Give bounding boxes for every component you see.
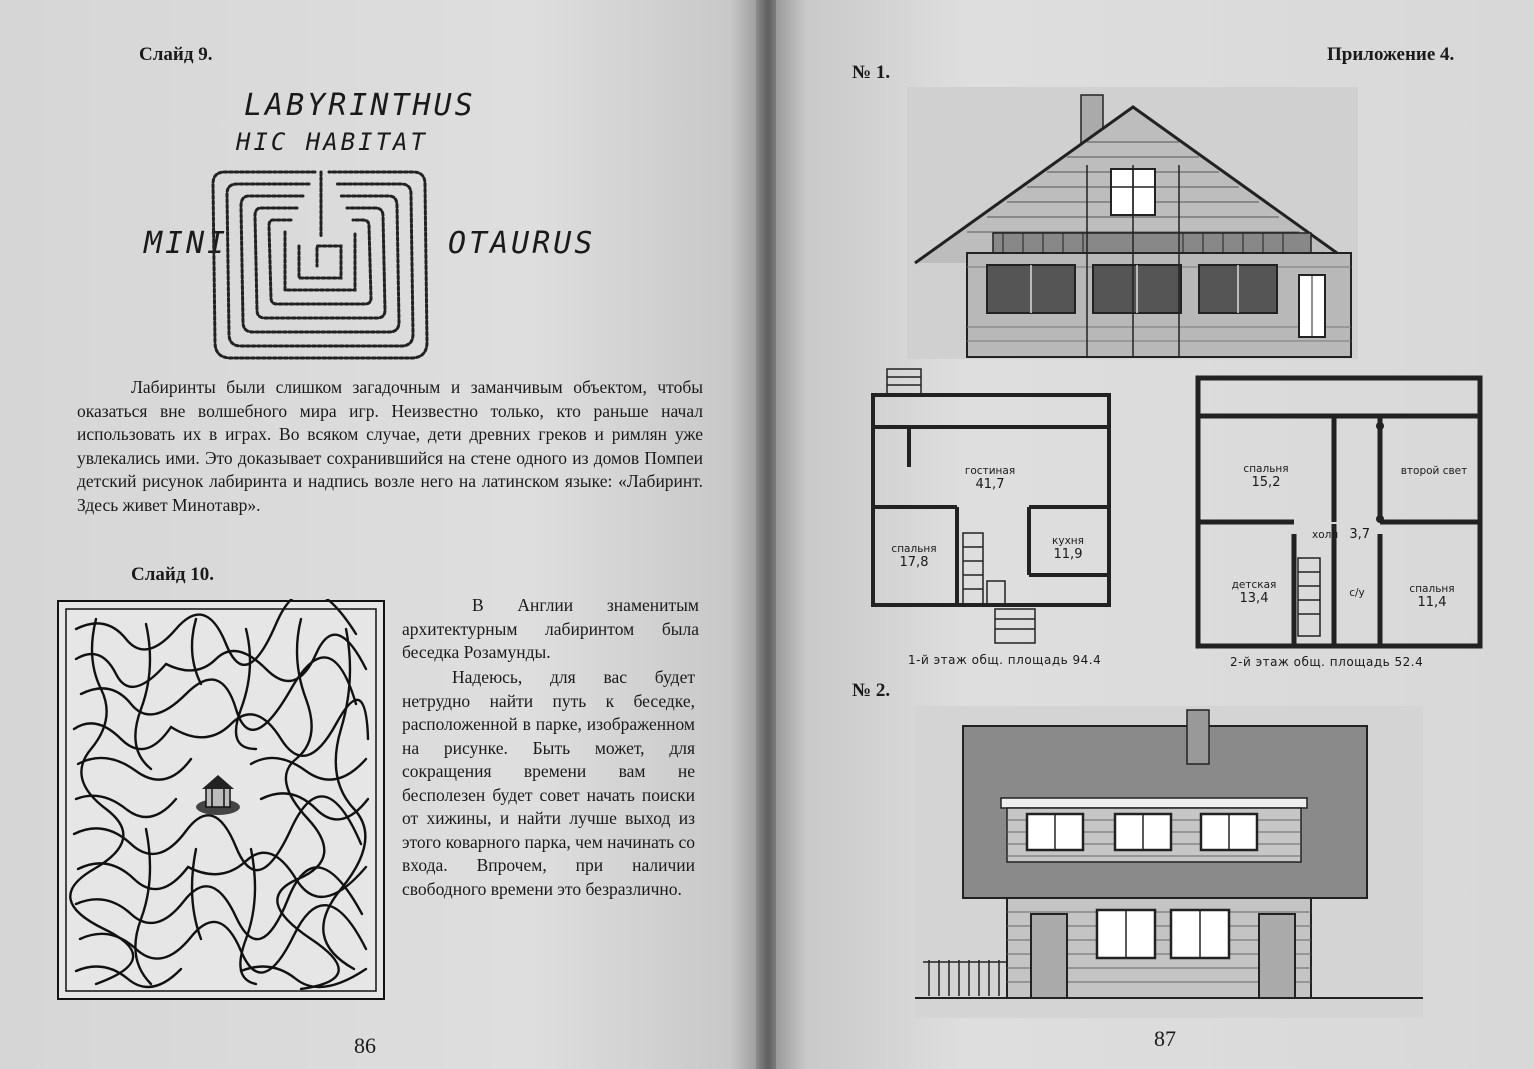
item2-label: № 2.	[852, 680, 891, 701]
plan1-room-kitchen: кухня 11,9	[1052, 535, 1084, 562]
inscription-line2: HIC HABITAT	[236, 128, 428, 156]
slide10-heading: Слайд 10.	[131, 564, 214, 585]
pompeii-labyrinth-drawing	[205, 162, 437, 366]
appendix-heading: Приложение 4.	[1327, 44, 1455, 65]
rosamund-maze-drawing	[56, 599, 386, 1001]
plan1-room-bedroom: спальня 17,8	[891, 543, 937, 570]
paragraph-labyrinths: Лабиринты были слишком загадочным и заманчивым объектом, чтобы оказаться вне волшебного мира игр. Неизвестно только, кто раньше начал использовать их в играх. Во всяком случае, дети древних греков и римлян уже увлекались ими. Это доказывает сохранившийся на стене одного из домов Помпеи детский рисунок лабиринта и надпись возле него на латинском языке: «Лабиринт. Здесь живет Минотавр».	[77, 377, 703, 515]
plan2-room-second-light: второй свет	[1400, 465, 1468, 477]
paragraph-rosamund: В Англии знаменитым архитектурным лабиринтом была беседка Розамунды.	[402, 595, 699, 662]
plan2-room-bathroom: с/у	[1349, 587, 1365, 599]
floor-plan-1	[869, 367, 1115, 647]
house2-facade-drawing	[915, 706, 1423, 1018]
page-number-right: 87	[1154, 1026, 1176, 1051]
plan1-room-living: гостиная 41,7	[964, 465, 1016, 492]
inscription-line1: LABYRINTHUS	[244, 88, 476, 123]
inscription-line3-right: OTAURUS	[448, 226, 596, 261]
slide9-heading: Слайд 9.	[139, 44, 213, 65]
plan2-room-bedroom1: спальня 15,2	[1243, 463, 1289, 490]
plan2-caption: 2-й этаж общ. площадь 52.4	[1230, 655, 1424, 669]
plan2-room-hall: холл 3,7	[1312, 527, 1371, 542]
page-number-left: 86	[354, 1033, 376, 1058]
paragraph-maze-advice: Надеюсь, для вас будет нетрудно найти путь к беседке, расположенной в парке, изображенном на рисунке. Быть может, для сокращения времени вам не бесполезен будет совет начать поиски от хижины, и найти лучше выход из этого коварного парка, чем начинать со входа. Впрочем, при наличии свободного времени это безразлично.	[402, 667, 695, 899]
plan2-room-children: детская 13,4	[1231, 579, 1277, 606]
house1-facade-drawing	[907, 87, 1358, 359]
plan2-room-bedroom2: спальня 11,4	[1409, 583, 1455, 610]
inscription-line3-left: MINI	[144, 226, 229, 261]
right-page	[776, 0, 1534, 1069]
plan1-caption: 1-й этаж общ. площадь 94.4	[908, 653, 1102, 667]
left-page	[0, 0, 760, 1069]
item1-label: № 1.	[852, 62, 891, 83]
